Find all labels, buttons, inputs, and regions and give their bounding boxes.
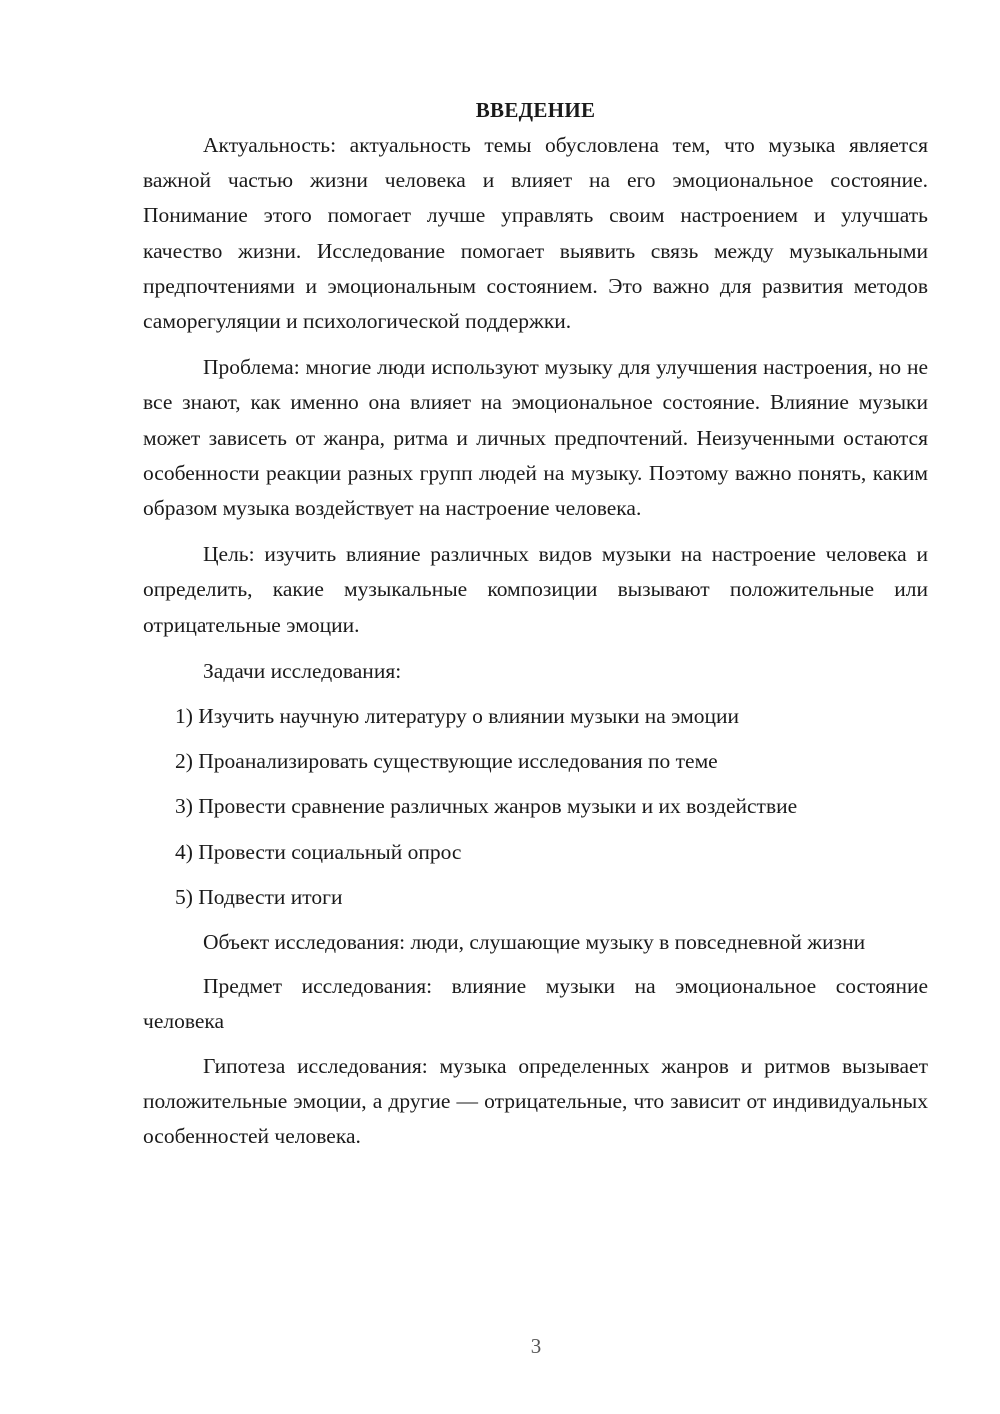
page-number: 3 <box>530 1334 542 1358</box>
subject-paragraph: Предмет исследования: влияние музыки на эмоциональное состояние человека <box>143 974 928 1034</box>
object-paragraph: Объект исследования: люди, слушающие музыку в повседневной жизни <box>203 930 866 955</box>
task-item: 4) Провести социальный опрос <box>175 839 462 864</box>
task-item: 1) Изучить научную литературу о влиянии музыки на эмоции <box>175 704 740 729</box>
page-title: ВВЕДЕНИЕ <box>475 98 596 122</box>
tasks-title: Задачи исследования: <box>203 658 402 683</box>
tasks-list <box>143 699 928 915</box>
goal-paragraph: Цель: изучить влияние различных видов музыки на настроение человека и определить, какие музыкальные композиции вызывают положительные или отрицательные эмоции. <box>143 542 928 637</box>
task-item: 2) Проанализировать существующие исследования по теме <box>175 749 718 774</box>
problem-paragraph: Проблема: многие люди используют музыку для улучшения настроения, но не все знают, как именно она влияет на эмоциональное состояние. Влияние музыки может зависеть от жанра, ритма и личных предпочтений. Неизученными остаются особенности реакции разных групп людей на музыку. Поэтому важно понять, каким образом музыка воздействует на настроение человека. <box>143 355 928 521</box>
task-item: 5) Подвести итоги <box>175 884 343 909</box>
hypothesis-paragraph: Гипотеза исследования: музыка определенных жанров и ритмов вызывает положительные эмоции, а другие — отрицательные, что зависит от индивидуальных особенностей человека. <box>143 1053 928 1149</box>
task-item: 3) Провести сравнение различных жанров музыки и их воздействие <box>175 794 798 819</box>
document-page <box>143 93 928 1165</box>
relevance-paragraph: Актуальность: актуальность темы обусловлена тем, что музыка является важной частью жизни человека и влияет на его эмоциональное состояние. Понимание этого помогает лучше управлять своим настроением и улучшать качество жизни. Исследование помогает выявить связь между музыкальными предпочтениями и эмоциональным состоянием. Это важно для развития методов саморегуляции и психологической поддержки. <box>143 133 928 334</box>
